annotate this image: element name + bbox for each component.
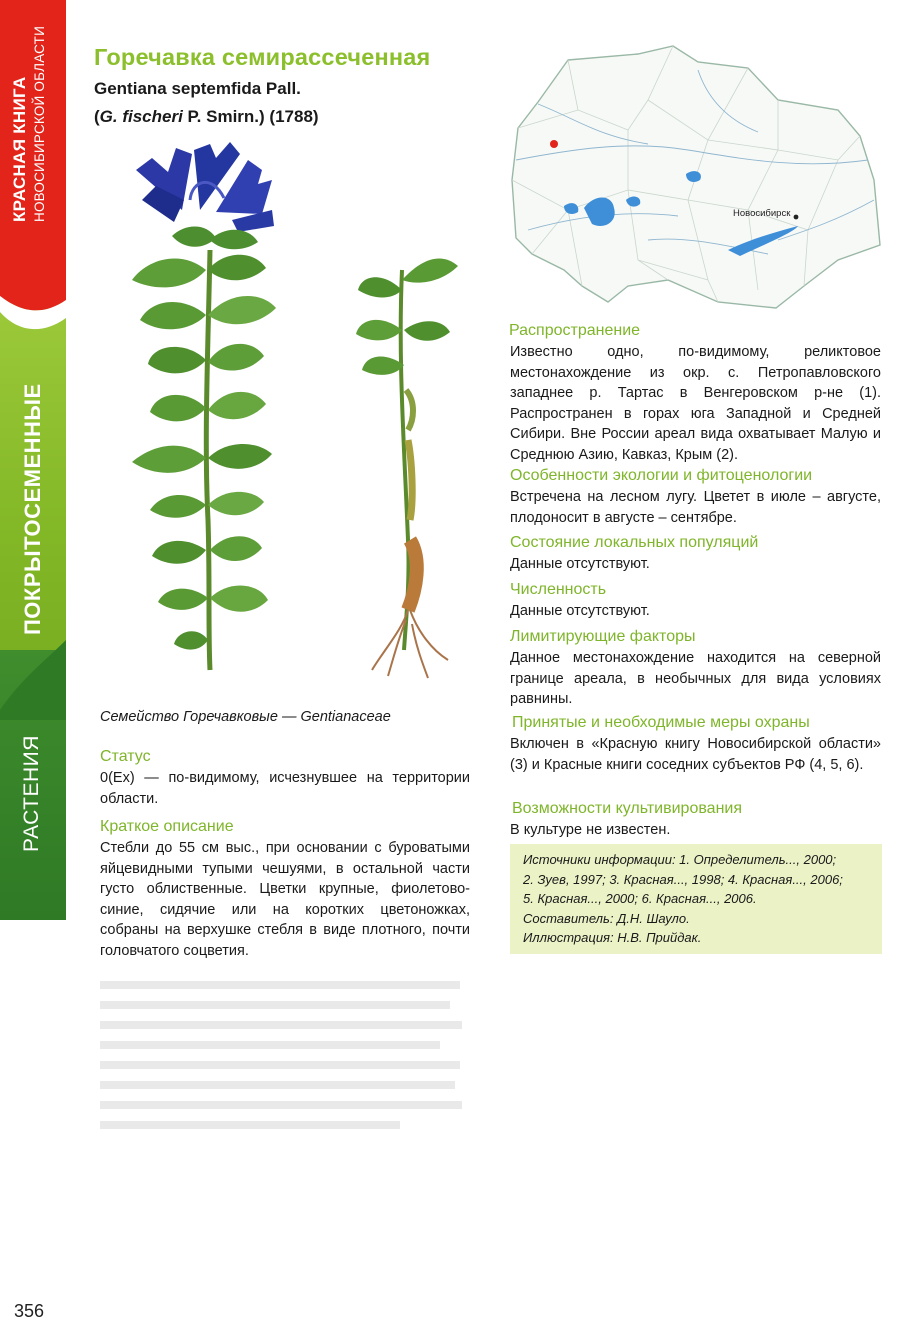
synonym	[94, 107, 319, 127]
illustrator: Иллюстрация: Н.В. Прийдак.	[523, 930, 702, 945]
status-heading: Статус	[100, 748, 151, 765]
page-number: 356	[14, 1301, 45, 1321]
family-line	[100, 709, 391, 725]
distribution-map	[508, 40, 882, 312]
limiting-heading: Лимитирующие факторы	[510, 628, 696, 645]
description-text: Стебли до 55 см выс., при основании с буроватыми яйцевидными тупыми чешуями, в остальной части густо облиственные. Цветки крупные, фиолетово-синие, сидячие или на коротких цветоножках, собраны на верхушке стебля в виде плотного, почти головчатого соцветия.	[100, 840, 470, 959]
sources-line-3: 5. Красная..., 2000; 6. Красная..., 2006.	[523, 891, 757, 906]
location-marker	[550, 140, 558, 148]
synonym-genus: G. fischeri	[99, 107, 183, 126]
family-prefix: Семейство Горечавковые —	[100, 709, 301, 725]
abundance-heading: Численность	[510, 581, 607, 598]
ecology-heading: Особенности экологии и фитоценологии	[510, 467, 813, 484]
distribution-text: Известно одно, по-видимому, реликтовое местонахождение из окр. с. Петропавловского западнее р. Тартас в Венгеровском р-не (1). Распространен в горах юга Западной и Средней Сибири. Вне России ареал вида охватывает Малую и Среднюю Азию, Кавказ, Крым (2).	[510, 344, 881, 463]
description-heading: Краткое описание	[100, 818, 234, 835]
cultivation-text: В культуре не известен.	[510, 822, 671, 838]
plant-illustration	[112, 140, 472, 680]
sources-box	[510, 844, 882, 954]
protection-text: Включен в «Красную книгу Новосибирской области» (3) и Красные книги соседних субъектов РФ (4, 5, 6).	[510, 736, 881, 773]
synonym-open: (	[94, 107, 100, 126]
cultivation-heading: Возможности культивирования	[512, 800, 742, 817]
map-city-label: Новосибирск	[733, 208, 791, 219]
page-title: Горечавка семирассеченная	[94, 44, 431, 70]
status-text: 0(Ex) — по-видимому, исчезнувшее на территории области.	[100, 770, 470, 807]
city-dot	[794, 215, 799, 220]
protection-heading: Принятые и необходимые меры охраны	[512, 714, 810, 731]
family-latin: Gentianaceae	[300, 709, 391, 725]
distribution-heading: Распространение	[509, 322, 641, 339]
latin-name: Gentiana septemfida Pall.	[94, 79, 301, 98]
kingdom-label: РАСТЕНИЯ	[20, 735, 43, 852]
side-bar	[0, 0, 66, 1331]
abundance-text: Данные отсутствуют.	[510, 603, 650, 619]
compiler: Составитель: Д.Н. Шауло.	[523, 910, 690, 926]
flower-cluster	[136, 142, 274, 232]
book-title: КРАСНАЯ КНИГА	[10, 76, 29, 222]
synonym-author: P. Smirn.) (1788)	[182, 107, 319, 126]
category-label: ПОКРЫТОСЕМЕННЫЕ	[20, 383, 45, 635]
root-specimen	[356, 258, 458, 678]
limiting-text: Данное местонахождение находится на северной границе ареала, в необычных для вида условиях равнины.	[510, 650, 881, 707]
sources-line-2: 2. Зуев, 1997; 3. Красная..., 1998; 4. Красная..., 2006;	[523, 871, 843, 887]
show-through-text	[100, 975, 470, 1145]
populations-heading: Состояние локальных популяций	[510, 534, 759, 551]
ecology-text: Встречена на лесном лугу. Цветет в июле – августе, плодоносит в августе – сентябре.	[510, 489, 881, 526]
sources-line-1: Источники информации: 1. Определитель..., 2000;	[523, 852, 837, 867]
book-subtitle: НОВОСИБИРСКОЙ ОБЛАСТИ	[32, 26, 47, 222]
populations-text: Данные отсутствуют.	[510, 556, 650, 572]
